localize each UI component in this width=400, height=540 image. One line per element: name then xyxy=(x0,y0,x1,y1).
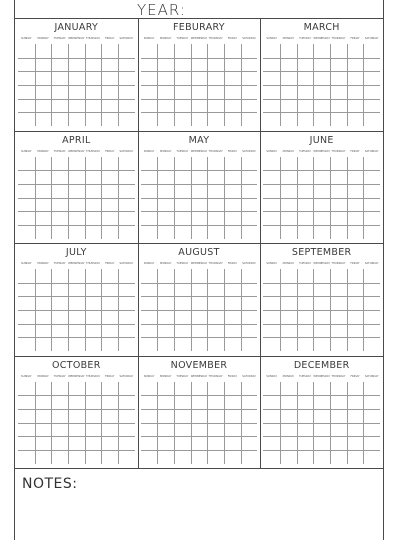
month-name: APRIL xyxy=(62,134,91,146)
weekday-label: WEDNESDAY xyxy=(190,262,208,265)
weekday-label: FRIDAY xyxy=(350,374,360,378)
weekday-label: TUESDAY xyxy=(176,262,189,265)
weekday-label: FRIDAY xyxy=(105,149,115,153)
weekday-label: SATURDAY xyxy=(242,37,256,40)
grid-line xyxy=(18,409,135,410)
day-cells-grid xyxy=(18,269,135,351)
weekday-header xyxy=(141,36,258,42)
month-block xyxy=(138,356,261,469)
weekday-label: FRIDAY xyxy=(105,262,115,265)
grid-line xyxy=(141,296,258,297)
weekday-header xyxy=(263,149,380,155)
weekday-label: THURSDAY xyxy=(208,149,223,153)
grid-line xyxy=(141,85,258,86)
grid-line xyxy=(18,170,135,171)
weekday-header xyxy=(18,374,135,380)
grid-line xyxy=(263,409,380,410)
weekday-label: SATURDAY xyxy=(242,149,256,153)
grid-line xyxy=(263,450,380,451)
weekday-header xyxy=(141,261,258,267)
month-name: OCTOBER xyxy=(52,359,101,371)
month-name: JANUARY xyxy=(54,22,99,33)
grid-line xyxy=(141,423,258,424)
weekday-label: MONDAY xyxy=(37,262,49,265)
weekday-label: SATURDAY xyxy=(364,374,379,378)
weekday-label: MONDAY xyxy=(282,37,294,40)
month-block xyxy=(138,243,261,356)
day-cells-grid xyxy=(263,44,380,126)
grid-line xyxy=(263,423,380,424)
month-divider xyxy=(15,243,383,244)
weekday-label: TUESDAY xyxy=(299,149,311,153)
weekday-label: THURSDAY xyxy=(331,374,346,378)
weekday-label: SUNDAY xyxy=(143,37,155,40)
year-header xyxy=(15,0,383,19)
grid-line xyxy=(18,211,135,212)
weekday-label: WEDNESDAY xyxy=(313,149,330,153)
weekday-label: WEDNESDAY xyxy=(68,374,85,378)
weekday-label: WEDNESDAY xyxy=(190,149,208,153)
weekday-label: MONDAY xyxy=(282,262,294,265)
weekday-label: WEDNESDAY xyxy=(68,149,85,153)
grid-line xyxy=(18,310,135,311)
grid-line xyxy=(18,112,135,113)
weekday-label: FRIDAY xyxy=(350,37,360,40)
weekday-label: SATURDAY xyxy=(242,374,256,378)
weekday-label: WEDNESDAY xyxy=(68,262,85,265)
weekday-label: MONDAY xyxy=(37,37,49,40)
grid-line xyxy=(141,310,258,311)
month-block xyxy=(15,356,138,469)
weekday-label: SUNDAY xyxy=(143,374,155,378)
notes-section xyxy=(15,468,383,540)
weekday-label: FRIDAY xyxy=(105,374,115,378)
day-cells-grid xyxy=(18,382,135,464)
weekday-label: SUNDAY xyxy=(266,37,277,40)
weekday-label: WEDNESDAY xyxy=(313,374,330,378)
weekday-label: SUNDAY xyxy=(21,262,32,265)
weekday-label: TUESDAY xyxy=(299,262,311,265)
grid-line xyxy=(141,198,258,199)
weekday-label: SUNDAY xyxy=(266,149,277,153)
month-name: JUNE xyxy=(309,134,334,146)
month-name: MAY xyxy=(188,134,210,146)
weekday-label: SUNDAY xyxy=(143,149,155,153)
grid-line xyxy=(263,184,380,185)
grid-line xyxy=(141,184,258,185)
weekday-label: TUESDAY xyxy=(299,37,311,40)
weekday-label: WEDNESDAY xyxy=(190,37,208,40)
month-name: MARCH xyxy=(303,22,340,33)
weekday-label: SATURDAY xyxy=(119,374,134,378)
weekday-label: MONDAY xyxy=(160,37,172,40)
month-name: SEPTEMBER xyxy=(291,247,352,258)
notes-label: NOTES: xyxy=(22,476,78,492)
grid-line xyxy=(18,450,135,451)
weekday-label: FRIDAY xyxy=(227,149,237,153)
grid-line xyxy=(263,71,380,72)
grid-line xyxy=(18,58,135,59)
day-cells-grid xyxy=(141,269,258,351)
weekday-label: MONDAY xyxy=(160,262,172,265)
weekday-label: SATURDAY xyxy=(364,262,379,265)
grid-line xyxy=(18,395,135,396)
weekday-label: THURSDAY xyxy=(86,262,101,265)
grid-line xyxy=(18,296,135,297)
grid-line xyxy=(141,409,258,410)
month-name: AUGUST xyxy=(178,247,220,258)
month-block xyxy=(138,131,261,244)
grid-line xyxy=(141,395,258,396)
day-cells-grid xyxy=(18,157,135,239)
grid-line xyxy=(141,99,258,100)
weekday-label: THURSDAY xyxy=(208,374,223,378)
grid-line xyxy=(141,170,258,171)
day-cells-grid xyxy=(141,382,258,464)
month-block xyxy=(138,18,261,131)
weekday-label: SUNDAY xyxy=(21,37,32,40)
weekday-label: SUNDAY xyxy=(21,149,32,153)
grid-line xyxy=(263,324,380,325)
year-label: YEAR: xyxy=(137,1,186,19)
grid-line xyxy=(18,85,135,86)
weekday-label: FRIDAY xyxy=(227,262,237,265)
month-block xyxy=(260,18,383,131)
month-name: JULY xyxy=(65,247,87,258)
month-divider xyxy=(15,131,383,132)
grid-line xyxy=(263,310,380,311)
weekday-label: SATURDAY xyxy=(119,149,134,153)
weekday-label: THURSDAY xyxy=(208,37,223,40)
month-divider xyxy=(15,356,383,357)
grid-line xyxy=(263,395,380,396)
weekday-label: MONDAY xyxy=(37,374,49,378)
weekday-label: MONDAY xyxy=(160,374,172,378)
weekday-label: MONDAY xyxy=(37,149,49,153)
grid-line xyxy=(141,71,258,72)
month-name: DECEMBER xyxy=(293,359,350,371)
grid-line xyxy=(263,225,380,226)
weekday-label: SUNDAY xyxy=(143,262,155,265)
weekday-header xyxy=(263,261,380,267)
grid-line xyxy=(141,112,258,113)
weekday-label: FRIDAY xyxy=(350,262,360,265)
weekday-label: THURSDAY xyxy=(331,37,346,40)
day-cells-grid xyxy=(18,44,135,126)
weekday-label: SUNDAY xyxy=(266,262,277,265)
month-block xyxy=(15,18,138,131)
weekday-label: SATURDAY xyxy=(119,37,134,40)
weekday-header xyxy=(18,261,135,267)
grid-line xyxy=(263,112,380,113)
grid-line xyxy=(18,324,135,325)
weekday-label: SATURDAY xyxy=(242,262,256,265)
weekday-label: TUESDAY xyxy=(299,374,311,378)
grid-line xyxy=(141,58,258,59)
weekday-label: TUESDAY xyxy=(53,374,66,378)
months-grid xyxy=(15,18,383,468)
weekday-label: WEDNESDAY xyxy=(68,37,85,40)
weekday-label: TUESDAY xyxy=(176,374,189,378)
weekday-label: TUESDAY xyxy=(53,37,66,40)
month-block xyxy=(260,356,383,469)
grid-line xyxy=(141,283,258,284)
weekday-label: SATURDAY xyxy=(364,37,379,40)
weekday-label: TUESDAY xyxy=(176,149,189,153)
weekday-header xyxy=(263,36,380,42)
grid-line xyxy=(263,296,380,297)
grid-line xyxy=(18,283,135,284)
weekday-label: TUESDAY xyxy=(53,262,66,265)
weekday-label: FRIDAY xyxy=(227,374,237,378)
day-cells-grid xyxy=(141,157,258,239)
grid-line xyxy=(18,198,135,199)
grid-line xyxy=(18,99,135,100)
weekday-label: MONDAY xyxy=(160,149,172,153)
weekday-label: SUNDAY xyxy=(266,374,277,378)
weekday-label: MONDAY xyxy=(282,149,294,153)
weekday-header xyxy=(18,149,135,155)
weekday-label: THURSDAY xyxy=(208,262,223,265)
grid-line xyxy=(263,58,380,59)
weekday-label: TUESDAY xyxy=(53,149,66,153)
weekday-label: WEDNESDAY xyxy=(190,374,208,378)
weekday-label: FRIDAY xyxy=(227,37,237,40)
weekday-label: TUESDAY xyxy=(176,37,189,40)
weekday-label: WEDNESDAY xyxy=(313,262,330,265)
month-block xyxy=(15,243,138,356)
weekday-label: THURSDAY xyxy=(86,149,101,153)
grid-line xyxy=(141,324,258,325)
day-cells-grid xyxy=(263,269,380,351)
month-name: NOVEMBER xyxy=(170,359,228,371)
weekday-label: SUNDAY xyxy=(21,374,32,378)
grid-line xyxy=(18,423,135,424)
grid-line xyxy=(141,436,258,437)
grid-line xyxy=(141,225,258,226)
grid-line xyxy=(263,211,380,212)
weekday-label: WEDNESDAY xyxy=(313,37,330,40)
weekday-header xyxy=(263,374,380,380)
month-block xyxy=(260,131,383,244)
year-planner-sheet xyxy=(14,0,384,540)
day-cells-grid xyxy=(141,44,258,126)
weekday-label: MONDAY xyxy=(282,374,294,378)
grid-line xyxy=(18,225,135,226)
grid-line xyxy=(263,283,380,284)
grid-line xyxy=(141,337,258,338)
grid-line xyxy=(263,170,380,171)
day-cells-grid xyxy=(263,382,380,464)
weekday-label: THURSDAY xyxy=(331,262,346,265)
month-name: FEBURARY xyxy=(173,22,225,33)
grid-line xyxy=(263,337,380,338)
grid-line xyxy=(18,71,135,72)
grid-line xyxy=(263,85,380,86)
day-cells-grid xyxy=(263,157,380,239)
weekday-label: SATURDAY xyxy=(364,149,379,153)
grid-line xyxy=(141,450,258,451)
weekday-label: SATURDAY xyxy=(119,262,134,265)
weekday-label: FRIDAY xyxy=(350,149,360,153)
weekday-label: FRIDAY xyxy=(105,37,115,40)
grid-line xyxy=(18,436,135,437)
weekday-label: THURSDAY xyxy=(86,37,101,40)
month-block xyxy=(15,131,138,244)
grid-line xyxy=(263,99,380,100)
weekday-header xyxy=(141,149,258,155)
grid-line xyxy=(263,198,380,199)
grid-line xyxy=(18,337,135,338)
weekday-header xyxy=(18,36,135,42)
month-block xyxy=(260,243,383,356)
grid-line xyxy=(263,436,380,437)
weekday-header xyxy=(141,374,258,380)
grid-line xyxy=(18,184,135,185)
weekday-label: THURSDAY xyxy=(86,374,101,378)
grid-line xyxy=(141,211,258,212)
weekday-label: THURSDAY xyxy=(331,149,346,153)
